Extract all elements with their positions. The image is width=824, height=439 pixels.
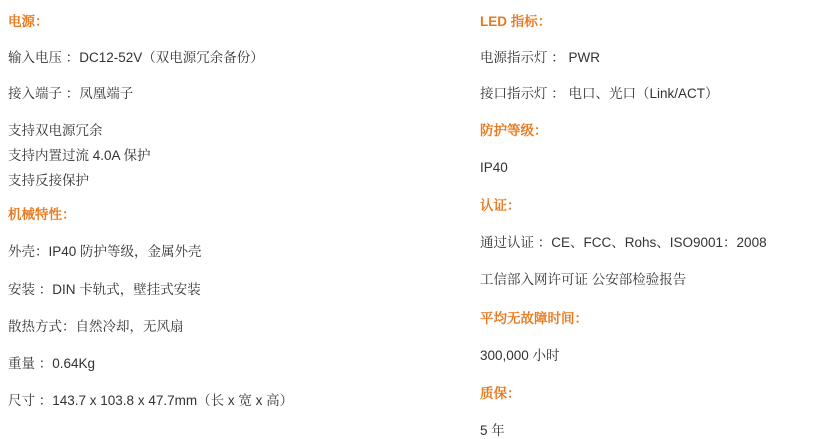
- section-power-line-4: 支持内置过流 4.0A 保护: [8, 147, 151, 163]
- section-power-line-2: 接入端子 ：凤凰端子: [8, 86, 134, 102]
- section-mechanical: [8, 207, 458, 409]
- section-power-line-5: 支持反接保护: [8, 172, 89, 188]
- section-mtbf-line-1: 300,000 小时: [480, 347, 560, 363]
- left-column: [8, 0, 458, 409]
- section-power: [8, 14, 458, 189]
- section-mechanical-line-1: 外壳：IP40 防护等级，金属外壳: [8, 244, 202, 260]
- section-power-line-3: 支持双电源冗余: [8, 122, 103, 138]
- section-certification-heading: 认证：: [480, 197, 521, 213]
- section-led-line-1: 电源指示灯 ： PWR: [480, 50, 600, 66]
- section-protection-line-1: IP40: [480, 159, 508, 175]
- section-mechanical-line-5: 尺寸 ：143.7 x 103.8 x 47.7mm（长 x 宽 x 高）: [8, 393, 294, 409]
- section-mechanical-line-2: 安装 ：DIN 卡轨式，壁挂式安装: [8, 281, 201, 297]
- section-mechanical-heading: 机械特性：: [8, 207, 76, 223]
- section-led: [480, 14, 820, 103]
- section-protection-heading: 防护等级：: [480, 122, 548, 138]
- section-protection: [480, 123, 820, 176]
- section-warranty: [480, 386, 820, 439]
- section-warranty-line-1: 5 年: [480, 423, 505, 439]
- section-led-heading: LED 指标：: [480, 14, 552, 29]
- section-mechanical-line-3: 散热方式：自然冷却，无风扇: [8, 318, 184, 334]
- section-mechanical-line-4: 重量 ：0.64Kg: [8, 355, 96, 371]
- section-power-heading: 电源：: [8, 14, 49, 29]
- section-certification: [480, 198, 820, 289]
- section-warranty-heading: 质保：: [480, 385, 521, 401]
- section-led-line-2: 接口指示灯 ： 电口、光口（Link/ACT）: [480, 86, 719, 102]
- section-certification-line-2: 工信部入网许可证 公安部检验报告: [480, 272, 687, 288]
- section-mtbf: [480, 311, 820, 364]
- section-certification-line-1: 通过认证 ：CE、FCC、Rohs、ISO9001：2008: [480, 235, 767, 251]
- section-mtbf-heading: 平均无故障时间：: [480, 310, 588, 326]
- right-column: [480, 0, 820, 439]
- section-power-line-1: 输入电压 ：DC12-52V（双电源冗余备份）: [8, 50, 264, 66]
